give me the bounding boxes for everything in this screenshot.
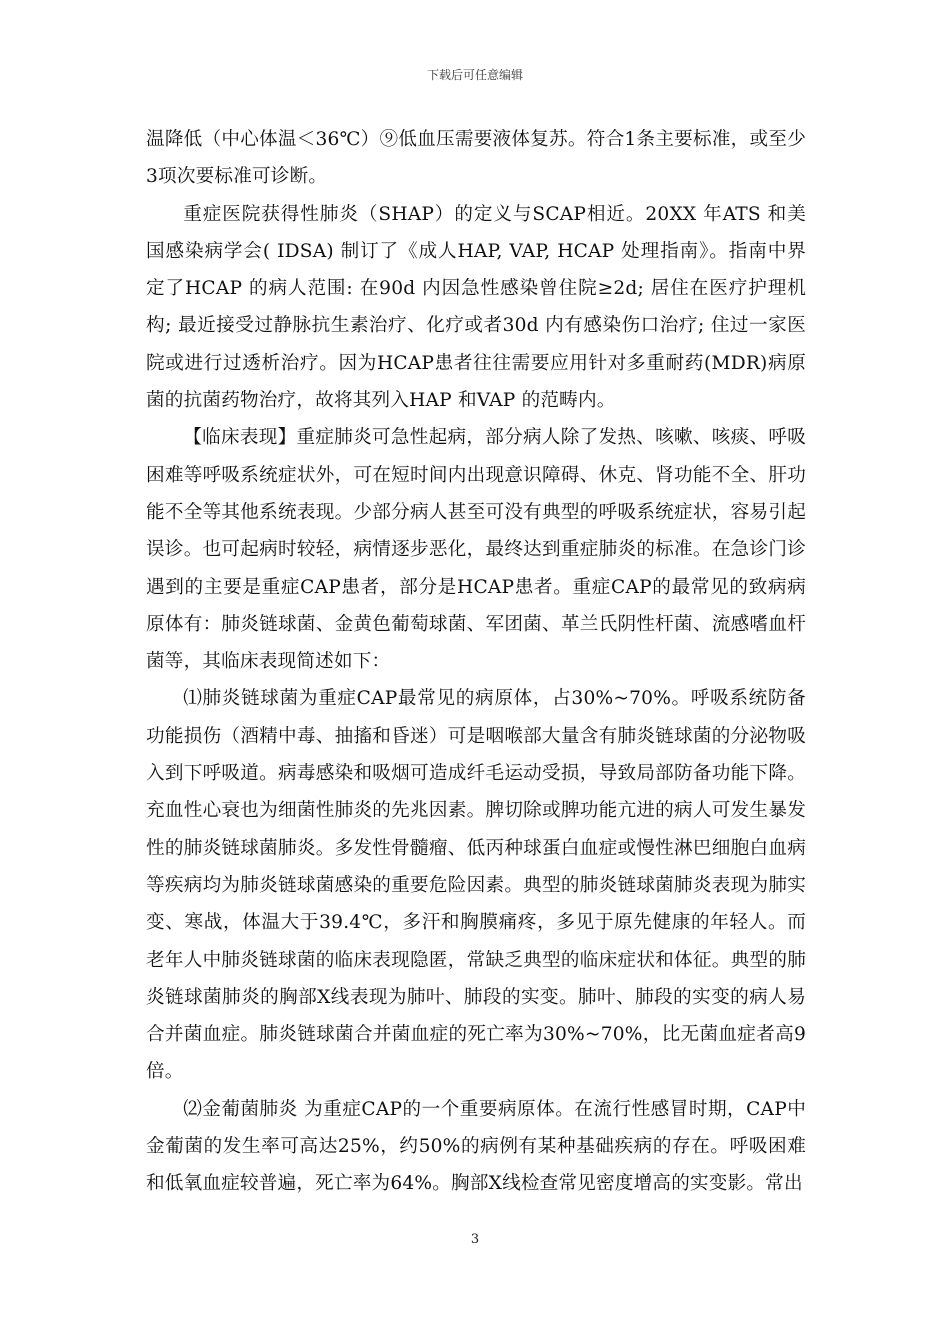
paragraph-shap-definition: 重症医院获得性肺炎（SHAP）的定义与SCAP相近。20XX 年ATS 和美国感染病学会( IDSA) 制订了《成人HAP, VAP, HCAP 处理指南》。指南中界定了HCAP 的病人范围: 在90d 内因急性感染曾住院≥2d; 居住在医疗护理机构; 最近接受过静脉抗生素治疗、化疗或者30d 内有感染伤口治疗; 住过一家医院或进行过透析治疗。因为HCAP患者往往需要应用针对多重耐药(MDR)病原菌的抗菌药物治疗，故将其列入HAP 和VAP 的范畴内。 xyxy=(146,203,806,412)
paragraph-staph-aureus: ⑵金葡菌肺炎 为重症CAP的一个重要病原体。在流行性感冒时期，CAP中金葡菌的发生率可高达25%，约50%的病例有某种基础疾病的存在。呼吸困难和低氧血症较普遍，死亡率为64%。胸部Ⅹ线检查常见密度增高的实变影。常出 xyxy=(146,1098,806,1195)
paragraph-pneumococcus: ⑴肺炎链球菌为重症CAP最常见的病原体，占30%~70%。呼吸系统防备功能损伤（酒精中毒、抽搐和昏迷）可是咽喉部大量含有肺炎链球菌的分泌物吸入到下呼吸道。病毒感染和吸烟可造成纤毛运动受损，导致局部防备功能下降。充血性心衰也为细菌性肺炎的先兆因素。脾切除或脾功能亢进的病人可发生暴发性的肺炎链球菌肺炎。多发性骨髓瘤、低丙种球蛋白血症或慢性淋巴细胞白血病等疾病均为肺炎链球菌感染的重要危险因素。典型的肺炎链球菌肺炎表现为肺实变、寒战，体温大于39.4℃，多汗和胸膜痛疼，多见于原先健康的年轻人。而老年人中肺炎链球菌的临床表现隐匿，常缺乏典型的临床症状和体征。典型的肺炎链球菌肺炎的胸部Ⅹ线表现为肺叶、肺段的实变。肺叶、肺段的实变的病人易合并菌血症。肺炎链球菌合并菌血症的死亡率为30%~70%，比无菌血症者高9倍。 xyxy=(146,688,806,1083)
page-number: 3 xyxy=(470,1232,480,1247)
paragraph-diagnosis-criteria: 温降低（中心体温＜36℃）⑨低血压需要液体复苏。符合1条主要标准，或至少3项次要标准可诊断。 xyxy=(146,129,806,188)
paragraph-clinical-manifestation: 【临床表现】重症肺炎可急性起病，部分病人除了发热、咳嗽、咳痰、呼吸困难等呼吸系统症状外，可在短时间内出现意识障碍、休克、肾功能不全、肝功能不全等其他系统表现。少部分病人甚至可没有典型的呼吸系统症状，容易引起误诊。也可起病时较轻，病情逐步恶化，最终达到重症肺炎的标准。在急诊门诊遇到的主要是重症CAP患者，部分是HCAP患者。重症CAP的最常见的致病病原体有：肺炎链球菌、金黄色葡萄球菌、军团菌、革兰氏阴性杆菌、流感嗜血杆菌等，其临床表现简述如下： xyxy=(146,427,806,673)
document-body xyxy=(146,121,806,1203)
page-header: 下载后可任意编辑 xyxy=(426,68,523,82)
